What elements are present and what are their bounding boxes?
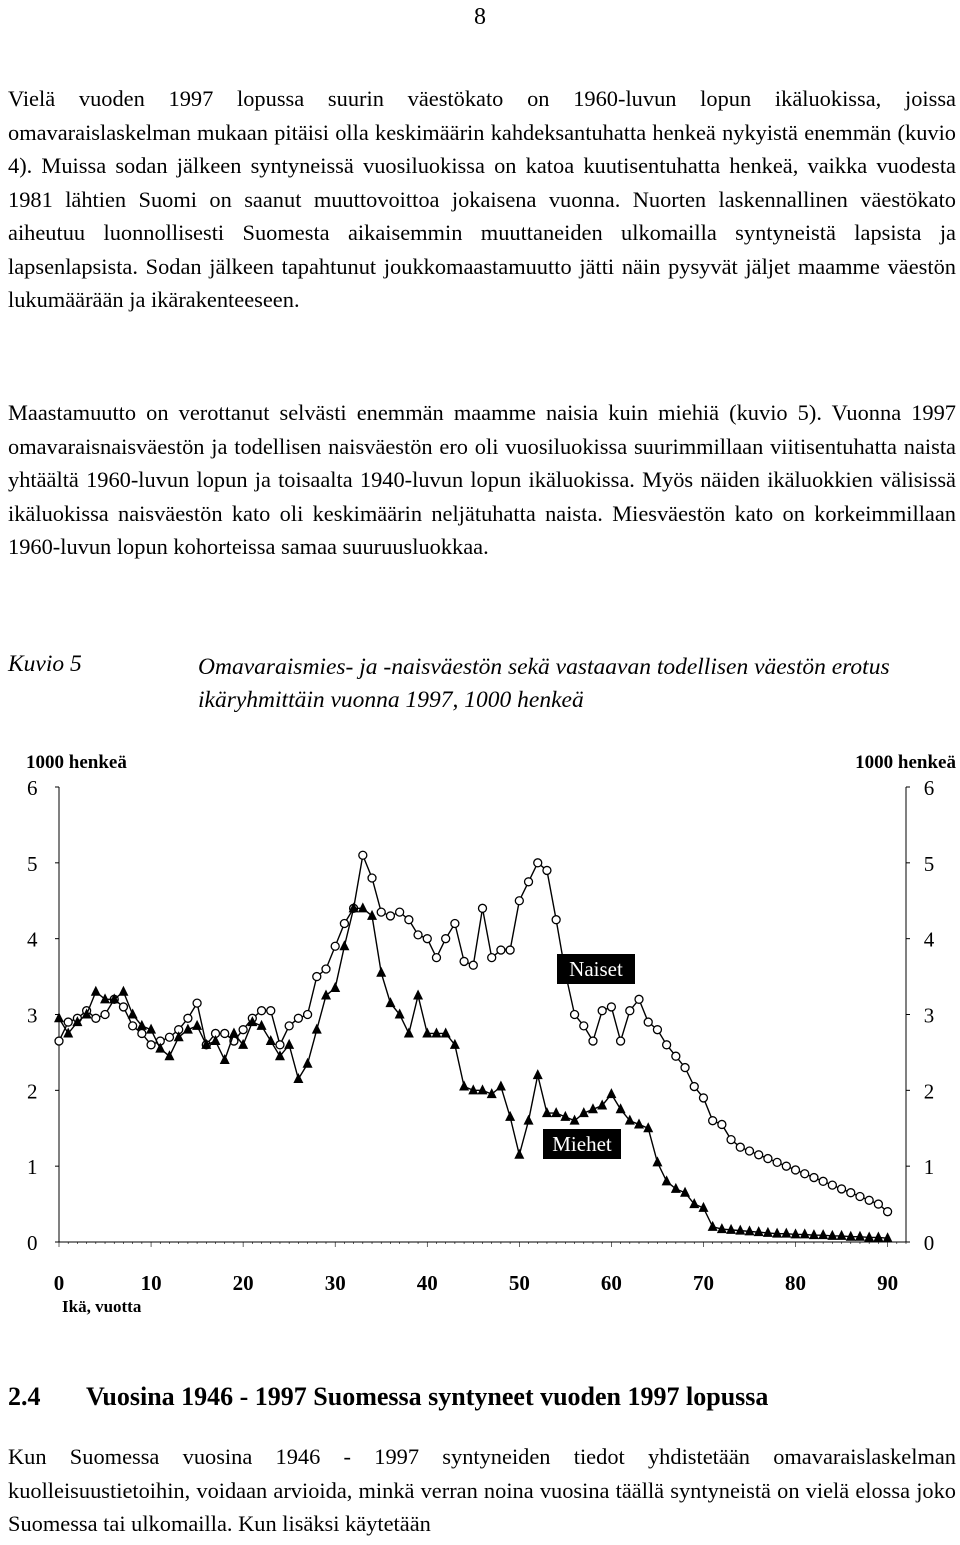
data-point-miehet <box>652 1156 662 1166</box>
data-point-naiset <box>276 1041 284 1049</box>
data-point-miehet <box>303 1058 313 1068</box>
data-point-miehet <box>606 1088 616 1098</box>
data-point-naiset <box>856 1193 864 1201</box>
data-point-naiset <box>258 1007 266 1015</box>
data-point-miehet <box>827 1230 837 1240</box>
data-point-miehet <box>100 993 110 1003</box>
data-point-naiset <box>690 1083 698 1091</box>
data-point-naiset <box>313 973 321 981</box>
data-point-naiset <box>718 1120 726 1128</box>
data-point-naiset <box>534 859 542 867</box>
body-paragraph-2: Maastamuutto on verottanut selvästi enemmän maamme naisia kuin miehiä (kuvio 5). Vuonna 1997 omavaraisnaisväestön ja todellisen naisväestön ero oli vuosiluokissa suurimmillaan viitisentuhatta naista yhtäältä 1960-luvun lopun ja toisaalta 1940-luvun lopun ikäluokissa. Myös näiden ikäluokkien välisissä ikäluokissa naisväestön kato oli keskimäärin neljätuhatta naista. Miesväestön kato on korkeimmillaan 1960-luvun lopun kohorteissa samaa suuruusluokkaa. <box>8 400 956 559</box>
data-point-naiset <box>267 1007 275 1015</box>
data-point-miehet <box>671 1183 681 1193</box>
data-point-naiset <box>755 1151 763 1159</box>
data-point-naiset <box>101 1011 109 1019</box>
section-number: 2.4 <box>8 1382 41 1411</box>
data-point-naiset <box>745 1147 753 1155</box>
data-point-miehet <box>211 1035 221 1045</box>
data-point-naiset <box>663 1041 671 1049</box>
data-point-miehet <box>533 1069 543 1079</box>
x-tick-label: 0 <box>53 1271 65 1295</box>
data-point-naiset <box>423 935 431 943</box>
data-point-miehet <box>708 1221 718 1231</box>
data-point-miehet <box>358 902 368 912</box>
miehet-label-text: Miehet <box>552 1132 612 1156</box>
data-point-miehet <box>220 1054 230 1064</box>
data-point-miehet <box>459 1081 469 1091</box>
data-point-miehet <box>54 1012 64 1022</box>
data-point-naiset <box>828 1181 836 1189</box>
data-point-naiset <box>322 965 330 973</box>
data-point-naiset <box>644 1018 652 1026</box>
data-point-naiset <box>819 1177 827 1185</box>
data-point-miehet <box>800 1228 810 1238</box>
data-point-miehet <box>772 1228 782 1238</box>
population-difference-chart <box>0 740 960 1320</box>
data-point-naiset <box>598 1007 606 1015</box>
data-point-naiset <box>874 1200 882 1208</box>
data-point-miehet <box>524 1115 534 1125</box>
y-axis-label-right: 1000 henkeä <box>855 752 956 773</box>
data-point-naiset <box>359 851 367 859</box>
data-point-naiset <box>736 1143 744 1151</box>
data-point-miehet <box>855 1231 865 1241</box>
data-point-naiset <box>442 935 450 943</box>
data-point-naiset <box>92 1014 100 1022</box>
y-tick-label-left: 1 <box>27 1155 38 1180</box>
data-point-miehet <box>118 986 128 996</box>
data-point-miehet <box>505 1111 515 1121</box>
data-point-miehet <box>883 1232 893 1242</box>
data-point-naiset <box>165 1033 173 1041</box>
data-point-naiset <box>653 1026 661 1034</box>
x-tick-label: 30 <box>324 1271 346 1295</box>
data-point-naiset <box>432 954 440 962</box>
data-point-naiset <box>580 1022 588 1030</box>
data-point-miehet <box>846 1231 856 1241</box>
x-tick-label: 70 <box>692 1271 714 1295</box>
x-tick-label: 50 <box>508 1271 530 1295</box>
data-point-naiset <box>626 1007 634 1015</box>
y-tick-label-left: 0 <box>27 1231 38 1255</box>
data-point-naiset <box>607 1003 615 1011</box>
data-point-miehet <box>91 986 101 996</box>
figure-label: Kuvio 5 <box>8 651 82 677</box>
figure-title: Omavaraismies- ja -naisväestön sekä vastaavan todellisen väestön erotus ikäryhmittäin vuonna 1997, 1000 henkeä <box>198 654 890 713</box>
data-point-naiset <box>847 1189 855 1197</box>
data-point-naiset <box>396 908 404 916</box>
data-point-naiset <box>838 1185 846 1193</box>
naiset-label <box>557 954 635 984</box>
data-point-naiset <box>55 1037 63 1045</box>
data-point-naiset <box>193 999 201 1007</box>
data-point-miehet <box>662 1175 672 1185</box>
data-point-naiset <box>515 897 523 905</box>
data-point-miehet <box>431 1027 441 1037</box>
data-point-naiset <box>773 1158 781 1166</box>
y-tick-label-right: 1 <box>923 1155 935 1180</box>
data-point-miehet <box>330 982 340 992</box>
data-point-naiset <box>119 1003 127 1011</box>
x-axis-label: Ikä, vuotta <box>62 1297 142 1316</box>
y-tick-label-left: 5 <box>27 851 38 876</box>
y-tick-label-right: 2 <box>923 1079 935 1104</box>
y-tick-label-right: 4 <box>923 927 935 952</box>
data-point-naiset <box>64 1018 72 1026</box>
x-tick-label: 90 <box>877 1271 899 1295</box>
data-point-naiset <box>221 1029 229 1037</box>
data-point-naiset <box>709 1117 717 1125</box>
data-point-naiset <box>635 995 643 1003</box>
data-point-naiset <box>239 1026 247 1034</box>
y-tick-label-left: 3 <box>27 1003 38 1028</box>
data-point-naiset <box>479 904 487 912</box>
data-point-miehet <box>837 1230 847 1240</box>
data-point-miehet <box>385 997 395 1007</box>
data-point-naiset <box>865 1196 873 1204</box>
data-point-miehet <box>726 1224 736 1234</box>
data-point-naiset <box>525 878 533 886</box>
data-point-miehet <box>542 1107 552 1117</box>
data-point-naiset <box>782 1162 790 1170</box>
data-point-miehet <box>339 940 349 950</box>
naiset-label-text: Naiset <box>569 957 623 981</box>
data-point-miehet <box>735 1225 745 1235</box>
data-point-naiset <box>810 1174 818 1182</box>
data-point-miehet <box>873 1231 883 1241</box>
body-paragraph-1: Vielä vuoden 1997 lopussa suurin väestökato on 1960-luvun lopun ikäluokissa, joissa omavaraislaskelman mukaan pitäisi olla keskimäärin kahdeksantuhatta henkeä nykyistä enemmän (kuvio 4). Muissa sodan jälkeen syntyneissä vuosiluokissa on katoa kuutisentuhatta henkeä, vaikka vuodesta 1981 lähtien Suomi on saanut muuttovoittoa jokaisena vuonna. Nuorten laskennallinen väestökato aiheutuu luonnollisesti Suomesta aikaisemmin muuttaneiden ulkomailla syntyneistä lapsista ja lapsenlapsista. Sodan jälkeen tapahtunut joukkomaastamuutto jätti näin pysyvät jäljet maamme väestön lukumäärään ja ikärakenteeseen. <box>8 86 956 312</box>
data-point-naiset <box>331 942 339 950</box>
data-point-miehet <box>478 1084 488 1094</box>
x-tick-label: 80 <box>785 1271 807 1295</box>
data-point-miehet <box>321 990 331 1000</box>
section-title: Vuosina 1946 - 1997 Suomessa syntyneet vuoden 1997 lopussa <box>86 1382 769 1411</box>
y-tick-label-right: 6 <box>923 776 935 800</box>
y-tick-label-left: 6 <box>27 776 38 800</box>
data-point-miehet <box>413 990 423 1000</box>
data-point-naiset <box>294 1014 302 1022</box>
x-tick-label: 10 <box>140 1271 162 1295</box>
data-point-miehet <box>551 1107 561 1117</box>
data-point-naiset <box>405 916 413 924</box>
data-point-naiset <box>386 912 394 920</box>
section-paragraph: Kun Suomessa vuosina 1946 - 1997 syntyneiden tiedot yhdistetään omavaraislaskelman kuolleisuustietoihin, voidaan arvioida, minkä verran noina vuosina täällä syntyneistä on vielä elossa joko Suomessa tai ulkomailla. Kun lisäksi käytetään <box>8 1444 956 1536</box>
data-point-miehet <box>818 1229 828 1239</box>
y-tick-label-right: 0 <box>923 1231 935 1255</box>
data-point-miehet <box>229 1027 239 1037</box>
data-point-naiset <box>589 1037 597 1045</box>
miehet-label <box>543 1129 621 1159</box>
data-point-miehet <box>781 1228 791 1238</box>
data-point-naiset <box>129 1022 137 1030</box>
data-point-naiset <box>460 957 468 965</box>
data-point-naiset <box>801 1170 809 1178</box>
data-point-naiset <box>792 1166 800 1174</box>
y-tick-label-left: 4 <box>27 927 38 952</box>
data-point-naiset <box>368 874 376 882</box>
data-point-miehet <box>155 1043 165 1053</box>
data-point-naiset <box>377 908 385 916</box>
y-axis-label-left: 1000 henkeä <box>26 752 127 773</box>
data-point-naiset <box>138 1029 146 1037</box>
data-point-miehet <box>404 1027 414 1037</box>
data-point-naiset <box>727 1136 735 1144</box>
data-point-naiset <box>497 946 505 954</box>
data-point-miehet <box>791 1228 801 1238</box>
data-point-naiset <box>699 1094 707 1102</box>
data-point-miehet <box>754 1226 764 1236</box>
data-point-miehet <box>763 1227 773 1237</box>
data-point-miehet <box>441 1027 451 1037</box>
data-point-naiset <box>506 946 514 954</box>
y-tick-label-right: 5 <box>923 851 935 876</box>
data-point-naiset <box>884 1208 892 1216</box>
data-point-naiset <box>571 1011 579 1019</box>
y-tick-label-right: 3 <box>923 1003 935 1028</box>
data-point-miehet <box>864 1231 874 1241</box>
data-point-naiset <box>488 954 496 962</box>
series-line-miehet <box>59 908 888 1238</box>
data-point-naiset <box>340 920 348 928</box>
data-point-miehet <box>376 967 386 977</box>
data-point-naiset <box>147 1041 155 1049</box>
data-point-miehet <box>312 1024 322 1034</box>
data-point-miehet <box>128 1009 138 1019</box>
data-point-miehet <box>744 1225 754 1235</box>
data-point-naiset <box>672 1052 680 1060</box>
data-point-naiset <box>184 1014 192 1022</box>
y-tick-label-left: 2 <box>27 1079 38 1104</box>
data-point-miehet <box>422 1027 432 1037</box>
data-point-naiset <box>617 1037 625 1045</box>
x-tick-label: 20 <box>232 1271 254 1295</box>
data-point-naiset <box>469 961 477 969</box>
data-point-naiset <box>681 1064 689 1072</box>
data-point-naiset <box>304 1011 312 1019</box>
page-number: 8 <box>474 4 486 30</box>
data-point-naiset <box>543 866 551 874</box>
section-heading <box>8 1382 768 1412</box>
data-point-miehet <box>367 910 377 920</box>
data-point-miehet <box>496 1081 506 1091</box>
data-point-miehet <box>514 1149 524 1159</box>
data-point-naiset <box>451 920 459 928</box>
data-point-naiset <box>552 916 560 924</box>
x-tick-label: 40 <box>416 1271 438 1295</box>
data-point-miehet <box>164 1050 174 1060</box>
data-point-naiset <box>285 1022 293 1030</box>
data-point-naiset <box>764 1155 772 1163</box>
x-tick-label: 60 <box>600 1271 622 1295</box>
data-point-miehet <box>284 1039 294 1049</box>
data-point-miehet <box>809 1229 819 1239</box>
data-point-naiset <box>414 931 422 939</box>
